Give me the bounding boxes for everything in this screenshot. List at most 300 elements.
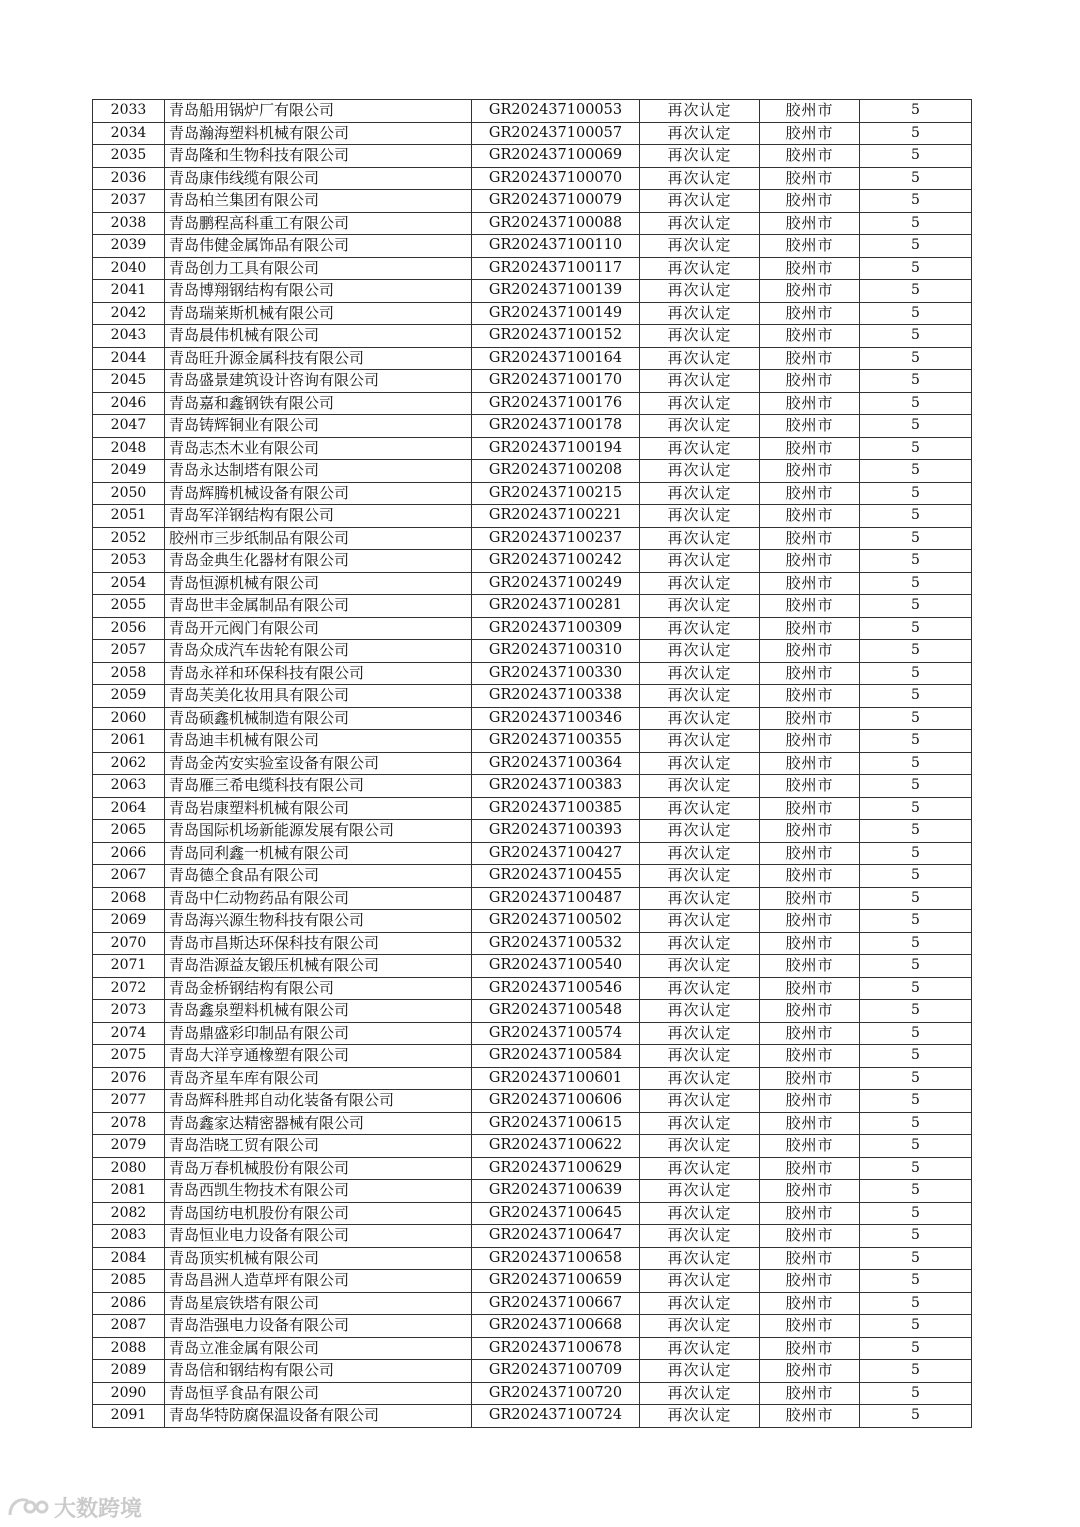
cell-company-name: 青岛恒源机械有限公司 xyxy=(165,572,472,595)
cell-value: 5 xyxy=(860,955,972,978)
cell-certification-type: 再次认定 xyxy=(640,1292,760,1315)
cell-certificate-code: GR202437100427 xyxy=(472,842,640,865)
cell-number: 2051 xyxy=(93,505,165,528)
table-row xyxy=(93,595,972,618)
table-row xyxy=(93,190,972,213)
cell-certificate-code: GR202437100615 xyxy=(472,1112,640,1135)
cell-number: 2080 xyxy=(93,1157,165,1180)
cell-city: 胶州市 xyxy=(760,887,860,910)
cell-value: 5 xyxy=(860,347,972,370)
cell-company-name: 青岛永祥和环保科技有限公司 xyxy=(165,662,472,685)
cell-city: 胶州市 xyxy=(760,1045,860,1068)
cell-value: 5 xyxy=(860,1225,972,1248)
company-table xyxy=(92,99,972,1428)
cell-certification-type: 再次认定 xyxy=(640,482,760,505)
cell-company-name: 青岛隆和生物科技有限公司 xyxy=(165,145,472,168)
cell-value: 5 xyxy=(860,1157,972,1180)
cell-city: 胶州市 xyxy=(760,1292,860,1315)
cell-certification-type: 再次认定 xyxy=(640,1337,760,1360)
cell-city: 胶州市 xyxy=(760,550,860,573)
cell-city: 胶州市 xyxy=(760,505,860,528)
watermark xyxy=(6,1490,142,1524)
cell-certificate-code: GR202437100606 xyxy=(472,1090,640,1113)
cell-certificate-code: GR202437100215 xyxy=(472,482,640,505)
cell-number: 2052 xyxy=(93,527,165,550)
table-row xyxy=(93,460,972,483)
cell-certificate-code: GR202437100057 xyxy=(472,122,640,145)
cell-certificate-code: GR202437100069 xyxy=(472,145,640,168)
table-row xyxy=(93,1090,972,1113)
cell-certificate-code: GR202437100249 xyxy=(472,572,640,595)
cell-number: 2071 xyxy=(93,955,165,978)
cell-certification-type: 再次认定 xyxy=(640,977,760,1000)
cell-company-name: 青岛浩强电力设备有限公司 xyxy=(165,1315,472,1338)
cell-number: 2062 xyxy=(93,752,165,775)
cell-certificate-code: GR202437100079 xyxy=(472,190,640,213)
cell-value: 5 xyxy=(860,1382,972,1405)
cell-certification-type: 再次认定 xyxy=(640,437,760,460)
cell-certificate-code: GR202437100584 xyxy=(472,1045,640,1068)
cell-company-name: 青岛信和钢结构有限公司 xyxy=(165,1360,472,1383)
table-row xyxy=(93,910,972,933)
table-row xyxy=(93,280,972,303)
table-row xyxy=(93,977,972,1000)
cell-certificate-code: GR202437100152 xyxy=(472,325,640,348)
cell-certificate-code: GR202437100532 xyxy=(472,932,640,955)
table-row xyxy=(93,1292,972,1315)
cell-city: 胶州市 xyxy=(760,1000,860,1023)
cell-city: 胶州市 xyxy=(760,460,860,483)
cell-value: 5 xyxy=(860,1090,972,1113)
cell-certificate-code: GR202437100221 xyxy=(472,505,640,528)
cell-number: 2079 xyxy=(93,1135,165,1158)
cell-city: 胶州市 xyxy=(760,482,860,505)
cell-certificate-code: GR202437100709 xyxy=(472,1360,640,1383)
cell-value: 5 xyxy=(860,1045,972,1068)
table-body xyxy=(93,100,972,1428)
cell-certification-type: 再次认定 xyxy=(640,1247,760,1270)
table-row xyxy=(93,235,972,258)
cell-certification-type: 再次认定 xyxy=(640,1382,760,1405)
cell-value: 5 xyxy=(860,1292,972,1315)
table-row xyxy=(93,415,972,438)
cell-certification-type: 再次认定 xyxy=(640,887,760,910)
table-row xyxy=(93,482,972,505)
cell-company-name: 青岛中仁动物药品有限公司 xyxy=(165,887,472,910)
cell-certificate-code: GR202437100658 xyxy=(472,1247,640,1270)
cell-certification-type: 再次认定 xyxy=(640,100,760,123)
cell-value: 5 xyxy=(860,572,972,595)
cell-number: 2057 xyxy=(93,640,165,663)
table-row xyxy=(93,550,972,573)
cell-number: 2089 xyxy=(93,1360,165,1383)
cell-number: 2060 xyxy=(93,707,165,730)
cell-company-name: 青岛康伟线缆有限公司 xyxy=(165,167,472,190)
cell-company-name: 青岛鑫泉塑料机械有限公司 xyxy=(165,1000,472,1023)
table-row xyxy=(93,1360,972,1383)
cell-certificate-code: GR202437100164 xyxy=(472,347,640,370)
cell-city: 胶州市 xyxy=(760,640,860,663)
cell-certificate-code: GR202437100330 xyxy=(472,662,640,685)
table-row xyxy=(93,865,972,888)
cell-certificate-code: GR202437100364 xyxy=(472,752,640,775)
cell-certificate-code: GR202437100601 xyxy=(472,1067,640,1090)
cell-city: 胶州市 xyxy=(760,1225,860,1248)
cell-number: 2053 xyxy=(93,550,165,573)
cell-certificate-code: GR202437100645 xyxy=(472,1202,640,1225)
cell-certificate-code: GR202437100176 xyxy=(472,392,640,415)
cell-city: 胶州市 xyxy=(760,235,860,258)
cell-city: 胶州市 xyxy=(760,1202,860,1225)
cell-company-name: 青岛瑞莱斯机械有限公司 xyxy=(165,302,472,325)
cell-value: 5 xyxy=(860,662,972,685)
cell-company-name: 青岛国际机场新能源发展有限公司 xyxy=(165,820,472,843)
cell-number: 2033 xyxy=(93,100,165,123)
table-row xyxy=(93,1247,972,1270)
cell-company-name: 青岛立准金属有限公司 xyxy=(165,1337,472,1360)
cell-company-name: 青岛万春机械股份有限公司 xyxy=(165,1157,472,1180)
table-row xyxy=(93,775,972,798)
table-row xyxy=(93,325,972,348)
cell-value: 5 xyxy=(860,1247,972,1270)
cell-city: 胶州市 xyxy=(760,662,860,685)
cell-certificate-code: GR202437100574 xyxy=(472,1022,640,1045)
cell-company-name: 青岛嘉和鑫钢铁有限公司 xyxy=(165,392,472,415)
cell-number: 2043 xyxy=(93,325,165,348)
cell-certification-type: 再次认定 xyxy=(640,1315,760,1338)
cell-value: 5 xyxy=(860,392,972,415)
cell-value: 5 xyxy=(860,1135,972,1158)
cell-city: 胶州市 xyxy=(760,617,860,640)
cell-company-name: 青岛旺升源金属科技有限公司 xyxy=(165,347,472,370)
cell-value: 5 xyxy=(860,1405,972,1428)
cell-company-name: 青岛齐星车库有限公司 xyxy=(165,1067,472,1090)
cell-company-name: 青岛昌洲人造草坪有限公司 xyxy=(165,1270,472,1293)
cell-value: 5 xyxy=(860,122,972,145)
cell-number: 2074 xyxy=(93,1022,165,1045)
cell-certificate-code: GR202437100678 xyxy=(472,1337,640,1360)
cell-value: 5 xyxy=(860,797,972,820)
cell-number: 2061 xyxy=(93,730,165,753)
cell-value: 5 xyxy=(860,505,972,528)
cell-certification-type: 再次认定 xyxy=(640,1022,760,1045)
cell-number: 2066 xyxy=(93,842,165,865)
cell-certificate-code: GR202437100178 xyxy=(472,415,640,438)
cell-certification-type: 再次认定 xyxy=(640,167,760,190)
cell-company-name: 青岛顶实机械有限公司 xyxy=(165,1247,472,1270)
table-row xyxy=(93,707,972,730)
cell-city: 胶州市 xyxy=(760,1247,860,1270)
cell-number: 2050 xyxy=(93,482,165,505)
cell-number: 2069 xyxy=(93,910,165,933)
cell-company-name: 青岛德仝食品有限公司 xyxy=(165,865,472,888)
cell-certificate-code: GR202437100281 xyxy=(472,595,640,618)
cell-certificate-code: GR202437100338 xyxy=(472,685,640,708)
cell-certificate-code: GR202437100070 xyxy=(472,167,640,190)
cell-company-name: 青岛恒孚食品有限公司 xyxy=(165,1382,472,1405)
cell-number: 2040 xyxy=(93,257,165,280)
cell-number: 2072 xyxy=(93,977,165,1000)
cell-number: 2081 xyxy=(93,1180,165,1203)
cell-value: 5 xyxy=(860,910,972,933)
cell-certification-type: 再次认定 xyxy=(640,617,760,640)
table-row xyxy=(93,887,972,910)
table-row xyxy=(93,257,972,280)
cell-certification-type: 再次认定 xyxy=(640,347,760,370)
table-row xyxy=(93,1022,972,1045)
cell-number: 2037 xyxy=(93,190,165,213)
cell-certification-type: 再次认定 xyxy=(640,797,760,820)
cell-certification-type: 再次认定 xyxy=(640,1135,760,1158)
cell-value: 5 xyxy=(860,1022,972,1045)
cell-certification-type: 再次认定 xyxy=(640,707,760,730)
cell-company-name: 青岛创力工具有限公司 xyxy=(165,257,472,280)
cell-value: 5 xyxy=(860,617,972,640)
cell-company-name: 青岛开元阀门有限公司 xyxy=(165,617,472,640)
cell-city: 胶州市 xyxy=(760,212,860,235)
cell-company-name: 青岛铸辉铜业有限公司 xyxy=(165,415,472,438)
cell-number: 2070 xyxy=(93,932,165,955)
cell-company-name: 青岛伟健金属饰品有限公司 xyxy=(165,235,472,258)
cell-company-name: 青岛恒业电力设备有限公司 xyxy=(165,1225,472,1248)
cell-city: 胶州市 xyxy=(760,865,860,888)
cell-value: 5 xyxy=(860,595,972,618)
cell-certificate-code: GR202437100385 xyxy=(472,797,640,820)
cell-number: 2046 xyxy=(93,392,165,415)
cell-certification-type: 再次认定 xyxy=(640,280,760,303)
cell-certification-type: 再次认定 xyxy=(640,325,760,348)
cell-value: 5 xyxy=(860,685,972,708)
cell-certification-type: 再次认定 xyxy=(640,550,760,573)
cell-city: 胶州市 xyxy=(760,842,860,865)
cell-number: 2087 xyxy=(93,1315,165,1338)
cell-city: 胶州市 xyxy=(760,280,860,303)
cell-number: 2091 xyxy=(93,1405,165,1428)
cell-city: 胶州市 xyxy=(760,1180,860,1203)
cell-city: 胶州市 xyxy=(760,437,860,460)
cell-number: 2086 xyxy=(93,1292,165,1315)
cell-company-name: 青岛博翔钢结构有限公司 xyxy=(165,280,472,303)
table-row xyxy=(93,212,972,235)
watermark-text: 大数跨境 xyxy=(54,1496,143,1522)
cell-certification-type: 再次认定 xyxy=(640,1270,760,1293)
table-row xyxy=(93,842,972,865)
cell-company-name: 青岛军洋钢结构有限公司 xyxy=(165,505,472,528)
cell-company-name: 青岛迪丰机械有限公司 xyxy=(165,730,472,753)
cell-value: 5 xyxy=(860,707,972,730)
cell-number: 2068 xyxy=(93,887,165,910)
cell-certificate-code: GR202437100053 xyxy=(472,100,640,123)
cell-city: 胶州市 xyxy=(760,302,860,325)
cell-certification-type: 再次认定 xyxy=(640,1000,760,1023)
cell-certification-type: 再次认定 xyxy=(640,1202,760,1225)
table-row xyxy=(93,1000,972,1023)
cell-certification-type: 再次认定 xyxy=(640,955,760,978)
cell-company-name: 青岛金芮安实验室设备有限公司 xyxy=(165,752,472,775)
table-row xyxy=(93,1157,972,1180)
cell-city: 胶州市 xyxy=(760,1360,860,1383)
cell-certification-type: 再次认定 xyxy=(640,1112,760,1135)
cell-value: 5 xyxy=(860,190,972,213)
cell-number: 2042 xyxy=(93,302,165,325)
cell-certificate-code: GR202437100668 xyxy=(472,1315,640,1338)
cell-value: 5 xyxy=(860,167,972,190)
cell-value: 5 xyxy=(860,145,972,168)
cell-certification-type: 再次认定 xyxy=(640,865,760,888)
cell-city: 胶州市 xyxy=(760,392,860,415)
cell-certificate-code: GR202437100629 xyxy=(472,1157,640,1180)
cell-certification-type: 再次认定 xyxy=(640,1225,760,1248)
cell-city: 胶州市 xyxy=(760,977,860,1000)
cell-certificate-code: GR202437100720 xyxy=(472,1382,640,1405)
cell-city: 胶州市 xyxy=(760,595,860,618)
cell-value: 5 xyxy=(860,1180,972,1203)
cell-city: 胶州市 xyxy=(760,820,860,843)
cell-certificate-code: GR202437100170 xyxy=(472,370,640,393)
table-row xyxy=(93,1045,972,1068)
table-row xyxy=(93,167,972,190)
cell-city: 胶州市 xyxy=(760,1337,860,1360)
cell-number: 2085 xyxy=(93,1270,165,1293)
cell-company-name: 青岛华特防腐保温设备有限公司 xyxy=(165,1405,472,1428)
cell-number: 2056 xyxy=(93,617,165,640)
table-row xyxy=(93,437,972,460)
cell-company-name: 青岛辉腾机械设备有限公司 xyxy=(165,482,472,505)
cell-value: 5 xyxy=(860,775,972,798)
cell-value: 5 xyxy=(860,280,972,303)
cell-certification-type: 再次认定 xyxy=(640,932,760,955)
cell-company-name: 青岛鑫家达精密器械有限公司 xyxy=(165,1112,472,1135)
cell-company-name: 青岛大洋亨通橡塑有限公司 xyxy=(165,1045,472,1068)
cell-number: 2034 xyxy=(93,122,165,145)
cell-number: 2045 xyxy=(93,370,165,393)
cell-certification-type: 再次认定 xyxy=(640,415,760,438)
table-row xyxy=(93,730,972,753)
cell-number: 2067 xyxy=(93,865,165,888)
cell-certificate-code: GR202437100346 xyxy=(472,707,640,730)
table-row xyxy=(93,347,972,370)
cell-value: 5 xyxy=(860,437,972,460)
table-row xyxy=(93,640,972,663)
cell-city: 胶州市 xyxy=(760,167,860,190)
cell-value: 5 xyxy=(860,1112,972,1135)
table-row xyxy=(93,685,972,708)
cell-certificate-code: GR202437100194 xyxy=(472,437,640,460)
cell-certification-type: 再次认定 xyxy=(640,775,760,798)
cell-number: 2084 xyxy=(93,1247,165,1270)
table-row xyxy=(93,617,972,640)
cell-city: 胶州市 xyxy=(760,122,860,145)
cell-city: 胶州市 xyxy=(760,797,860,820)
table-row xyxy=(93,662,972,685)
cell-value: 5 xyxy=(860,302,972,325)
cell-company-name: 青岛市昌斯达环保科技有限公司 xyxy=(165,932,472,955)
table-row xyxy=(93,1337,972,1360)
cell-certificate-code: GR202437100310 xyxy=(472,640,640,663)
cell-certificate-code: GR202437100502 xyxy=(472,910,640,933)
cell-number: 2078 xyxy=(93,1112,165,1135)
cell-value: 5 xyxy=(860,730,972,753)
cell-number: 2059 xyxy=(93,685,165,708)
cell-value: 5 xyxy=(860,640,972,663)
cell-certificate-code: GR202437100309 xyxy=(472,617,640,640)
cell-city: 胶州市 xyxy=(760,1090,860,1113)
cell-certification-type: 再次认定 xyxy=(640,1180,760,1203)
cell-city: 胶州市 xyxy=(760,685,860,708)
cell-certificate-code: GR202437100546 xyxy=(472,977,640,1000)
cell-company-name: 青岛星宸铁塔有限公司 xyxy=(165,1292,472,1315)
cell-certification-type: 再次认定 xyxy=(640,370,760,393)
cell-company-name: 青岛金桥钢结构有限公司 xyxy=(165,977,472,1000)
cell-company-name: 青岛芙美化妆用具有限公司 xyxy=(165,685,472,708)
cell-city: 胶州市 xyxy=(760,1315,860,1338)
cell-company-name: 青岛世丰金属制品有限公司 xyxy=(165,595,472,618)
table-row xyxy=(93,370,972,393)
cell-value: 5 xyxy=(860,820,972,843)
cell-city: 胶州市 xyxy=(760,1067,860,1090)
cell-certification-type: 再次认定 xyxy=(640,1045,760,1068)
cell-city: 胶州市 xyxy=(760,707,860,730)
table-row xyxy=(93,1135,972,1158)
table-row xyxy=(93,820,972,843)
cell-company-name: 青岛国纺电机股份有限公司 xyxy=(165,1202,472,1225)
cell-value: 5 xyxy=(860,550,972,573)
cell-value: 5 xyxy=(860,482,972,505)
cell-company-name: 胶州市三步纸制品有限公司 xyxy=(165,527,472,550)
cell-certification-type: 再次认定 xyxy=(640,392,760,415)
cell-certification-type: 再次认定 xyxy=(640,527,760,550)
cell-value: 5 xyxy=(860,865,972,888)
cell-company-name: 青岛众成汽车齿轮有限公司 xyxy=(165,640,472,663)
cell-certificate-code: GR202437100088 xyxy=(472,212,640,235)
cell-certificate-code: GR202437100110 xyxy=(472,235,640,258)
cell-number: 2082 xyxy=(93,1202,165,1225)
cell-city: 胶州市 xyxy=(760,910,860,933)
table-row xyxy=(93,752,972,775)
cell-number: 2063 xyxy=(93,775,165,798)
cell-certificate-code: GR202437100639 xyxy=(472,1180,640,1203)
cell-number: 2076 xyxy=(93,1067,165,1090)
cell-value: 5 xyxy=(860,1337,972,1360)
cell-city: 胶州市 xyxy=(760,190,860,213)
cell-certification-type: 再次认定 xyxy=(640,572,760,595)
table-row xyxy=(93,1382,972,1405)
cell-city: 胶州市 xyxy=(760,1382,860,1405)
cell-certificate-code: GR202437100139 xyxy=(472,280,640,303)
cell-city: 胶州市 xyxy=(760,347,860,370)
cell-value: 5 xyxy=(860,977,972,1000)
table-row xyxy=(93,1270,972,1293)
cell-city: 胶州市 xyxy=(760,955,860,978)
table-row xyxy=(93,955,972,978)
cell-city: 胶州市 xyxy=(760,145,860,168)
cell-city: 胶州市 xyxy=(760,932,860,955)
cell-certification-type: 再次认定 xyxy=(640,235,760,258)
table-row xyxy=(93,572,972,595)
cell-number: 2039 xyxy=(93,235,165,258)
cell-company-name: 青岛西凯生物技术有限公司 xyxy=(165,1180,472,1203)
cell-city: 胶州市 xyxy=(760,1157,860,1180)
cell-value: 5 xyxy=(860,100,972,123)
cell-number: 2077 xyxy=(93,1090,165,1113)
cell-company-name: 青岛金典生化器材有限公司 xyxy=(165,550,472,573)
logo-icon xyxy=(6,1493,50,1521)
table-row xyxy=(93,302,972,325)
cell-number: 2075 xyxy=(93,1045,165,1068)
cell-certification-type: 再次认定 xyxy=(640,505,760,528)
cell-certificate-code: GR202437100237 xyxy=(472,527,640,550)
cell-certificate-code: GR202437100724 xyxy=(472,1405,640,1428)
